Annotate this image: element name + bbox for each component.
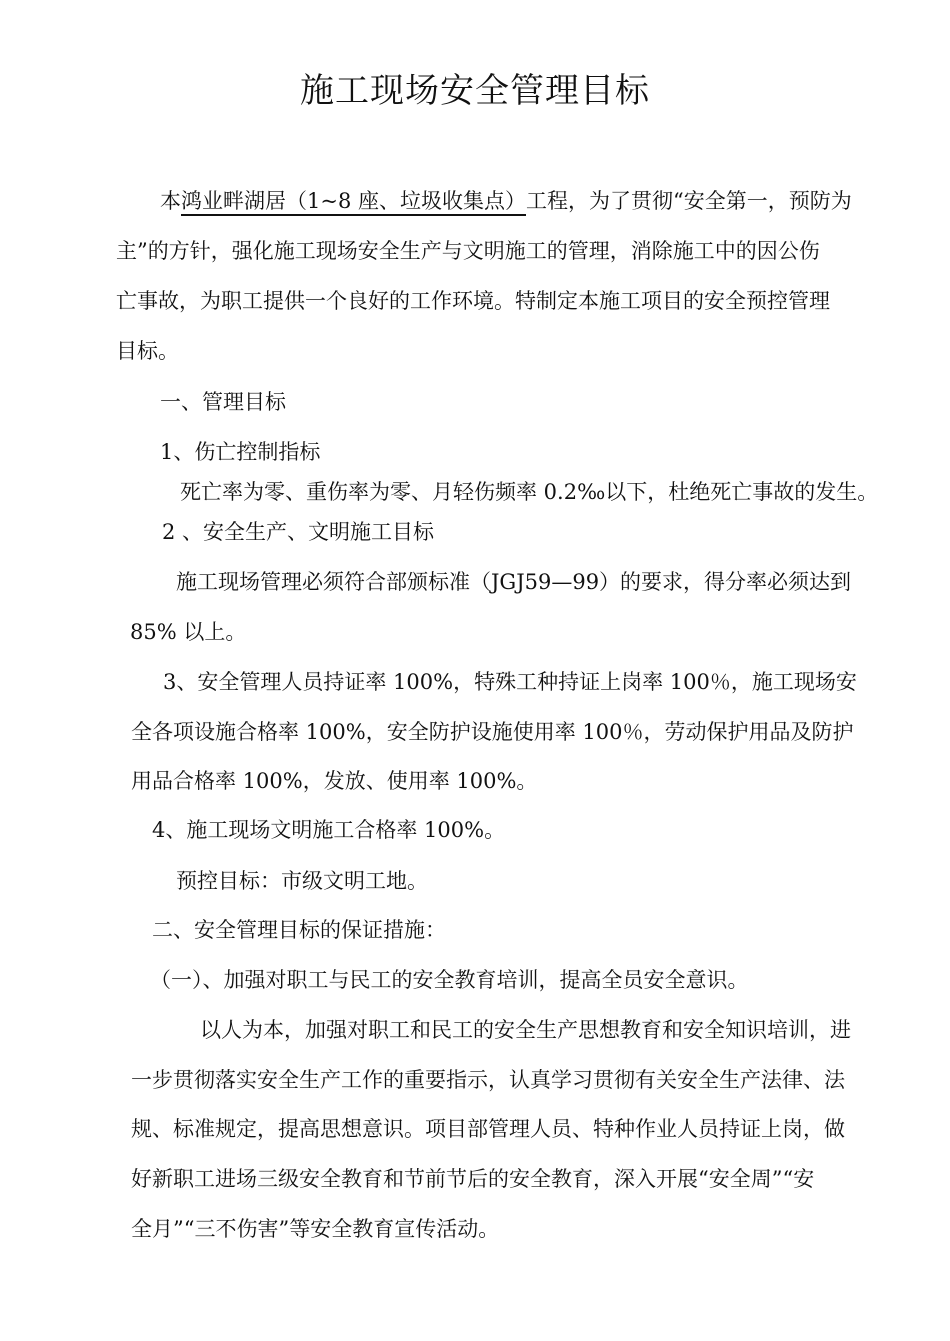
intro-line-2: 主”的方针，强化施工现场安全生产与文明施工的管理，消除施工中的因公伤 (116, 239, 820, 263)
sub1-line-4: 好新职工进场三级安全教育和节前节后的安全教育，深入开展“安全周”“安 (131, 1167, 815, 1191)
intro-line-1 (160, 186, 852, 216)
sub1-heading: （一）、加强对职工与民工的安全教育培训，提高全员安全意识。 (150, 968, 749, 992)
sub1-line-5: 全月”“三不伤害”等安全教育宣传活动。 (131, 1217, 500, 1241)
item1-heading: 1、伤亡控制指标 (160, 440, 321, 464)
item2-line-1: 施工现场管理必须符合部颁标准（JGJ59—99）的要求，得分率必须达到 (176, 570, 852, 594)
item2-line-2: 85% 以上。 (130, 620, 247, 644)
sub1-line-2: 一步贯彻落实安全生产工作的重要指示，认真学习贯彻有关安全生产法律、法 (131, 1068, 845, 1092)
item3-line-1: 3、安全管理人员持证率 100%，特殊工种持证上岗率 100％，施工现场安 (163, 670, 857, 694)
sub1-line-1: 以人为本，加强对职工和民工的安全生产思想教育和安全知识培训，进 (200, 1018, 851, 1042)
project-name: 鸿业畔湖居（1~8 座、垃圾收集点） (181, 189, 526, 213)
precontrol-target: 预控目标：市级文明工地。 (176, 869, 428, 893)
item1-text: 死亡率为零、重伤率为零、月轻伤频率 0.2‰以下，杜绝死亡事故的发生。 (180, 480, 879, 504)
sub1-line-3: 规、标准规定，提高思想意识。项目部管理人员、特种作业人员持证上岗，做 (131, 1117, 845, 1141)
intro-prefix: 本 (160, 189, 181, 213)
document-title: 施工现场安全管理目标 (300, 71, 650, 111)
intro-line-3: 亡事故，为职工提供一个良好的工作环境。特制定本施工项目的安全预控管理 (116, 289, 830, 313)
section1-heading: 一、管理目标 (160, 390, 286, 414)
item3-line-2: 全各项设施合格率 100%，安全防护设施使用率 100％，劳动保护用品及防护 (131, 720, 854, 744)
intro-line-1-rest: 工程，为了贯彻“安全第一，预防为 (526, 189, 852, 213)
intro-line-4: 目标。 (116, 339, 179, 363)
item4: 4、施工现场文明施工合格率 100%。 (152, 818, 506, 842)
section2-heading: 二、安全管理目标的保证措施： (152, 918, 446, 942)
item3-line-3: 用品合格率 100%，发放、使用率 100%。 (131, 769, 538, 793)
item2-heading: 2 、安全生产、文明施工目标 (162, 520, 435, 544)
